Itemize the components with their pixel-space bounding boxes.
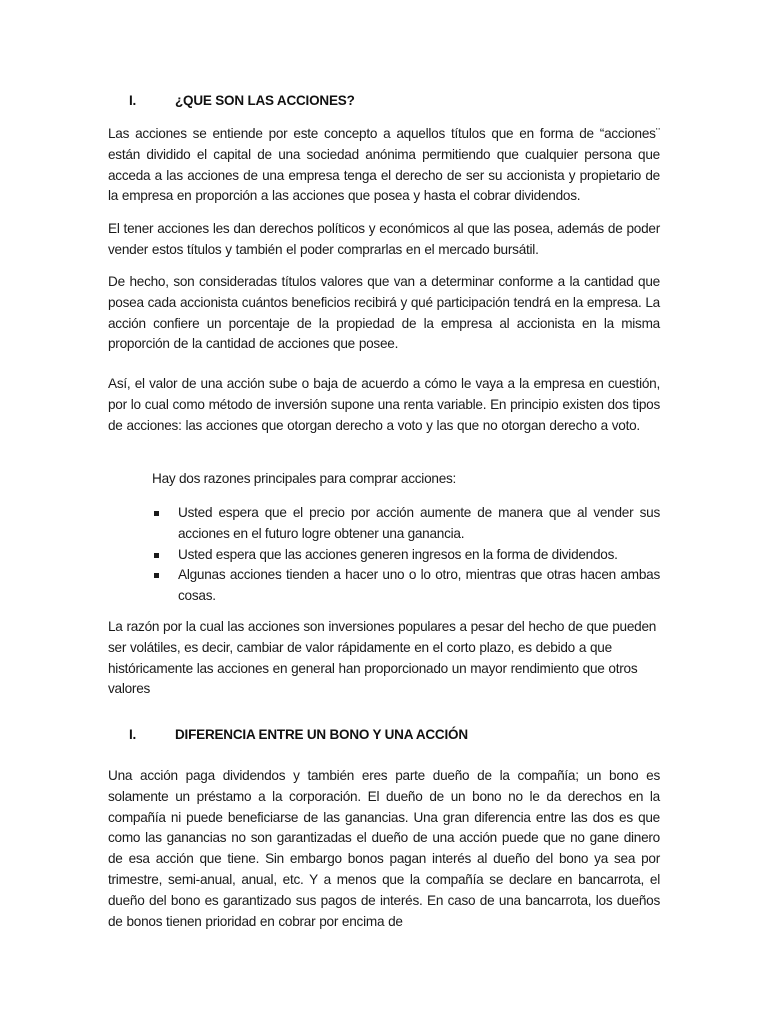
section-title: ¿QUE SON LAS ACCIONES? (175, 93, 355, 108)
list-item: Usted espera que las acciones generen ingresos en la forma de dividendos. (152, 545, 660, 566)
paragraph-diferencia: Una acción paga dividendos y también eres parte dueño de la compañía; un bono es solamente un préstamo a la corporación. El dueño de un bono no le da derechos en la compañía ni puede beneficiarse de las ganancias. Una gran diferencia entre las dos es que como las ganancias no son garantizadas el dueño de una acción puede que no gane dinero de esa acción que tiene. Sin embargo bonos pagan interés al dueño del bono ya sea por trimestre, semi-anual, anual, etc. Y a menos que la compañía se declare en bancarrota, el dueño del bono es garantizado sus pagos de interés. En caso de una bancarrota, los dueños de bonos tienen prioridad en cobrar por encima de (108, 768, 660, 929)
section-number: I. (129, 93, 137, 108)
paragraph-definicion: Las acciones se entiende por este concepto a aquellos títulos que en forma de “acciones¨ están dividido el capital de una sociedad anónima permitiendo que cualquier persona que acceda a las acciones de una empresa tenga el derecho de ser su accionista y propietario de la empresa en proporción a las acciones que posea y hasta el cobrar dividendos. (108, 126, 660, 204)
reasons-intro: Hay dos razones principales para comprar acciones: (152, 471, 457, 486)
list-item: Algunas acciones tienden a hacer uno o lo otro, mientras que otras hacen ambas cosas. (152, 565, 660, 607)
section-heading-diferencia (129, 727, 468, 742)
bullet-icon (154, 511, 159, 516)
section-heading-acciones (129, 93, 355, 108)
bullet-icon (154, 553, 159, 558)
bullet-icon (154, 573, 159, 578)
paragraph-derechos: El tener acciones les dan derechos políticos y económicos al que las posea, además de poder vender estos títulos y también el poder comprarlas en el mercado bursátil. (108, 221, 660, 257)
paragraph-valor-accion: Así, el valor de una acción sube o baja de acuerdo a cómo le vaya a la empresa en cuestión, por lo cual como método de inversión supone una renta variable. En principio existen dos tipos de acciones: las acciones que otorgan derecho a voto y las que no otorgan derecho a voto. (108, 376, 660, 433)
section-title: DIFERENCIA ENTRE UN BONO Y UNA ACCIÓN (175, 727, 468, 742)
reasons-list (152, 503, 660, 607)
section-number: I. (129, 727, 137, 742)
list-item: Usted espera que el precio por acción aumente de manera que al vender sus acciones en el futuro logre obtener una ganancia. (152, 503, 660, 545)
paragraph-razon: La razón por la cual las acciones son inversiones populares a pesar del hecho de que pueden ser volátiles, es decir, cambiar de valor rápidamente en el corto plazo, es debido a que históricamente las acciones en general han proporcionado un mayor rendimiento que otros valores (108, 619, 657, 697)
paragraph-titulos-valores: De hecho, son consideradas títulos valores que van a determinar conforme a la cantidad que posea cada accionista cuántos beneficios recibirá y qué participación tendrá en la empresa. La acción confiere un porcentaje de la propiedad de la empresa al accionista en la misma proporción de la cantidad de acciones que posee. (108, 274, 660, 352)
